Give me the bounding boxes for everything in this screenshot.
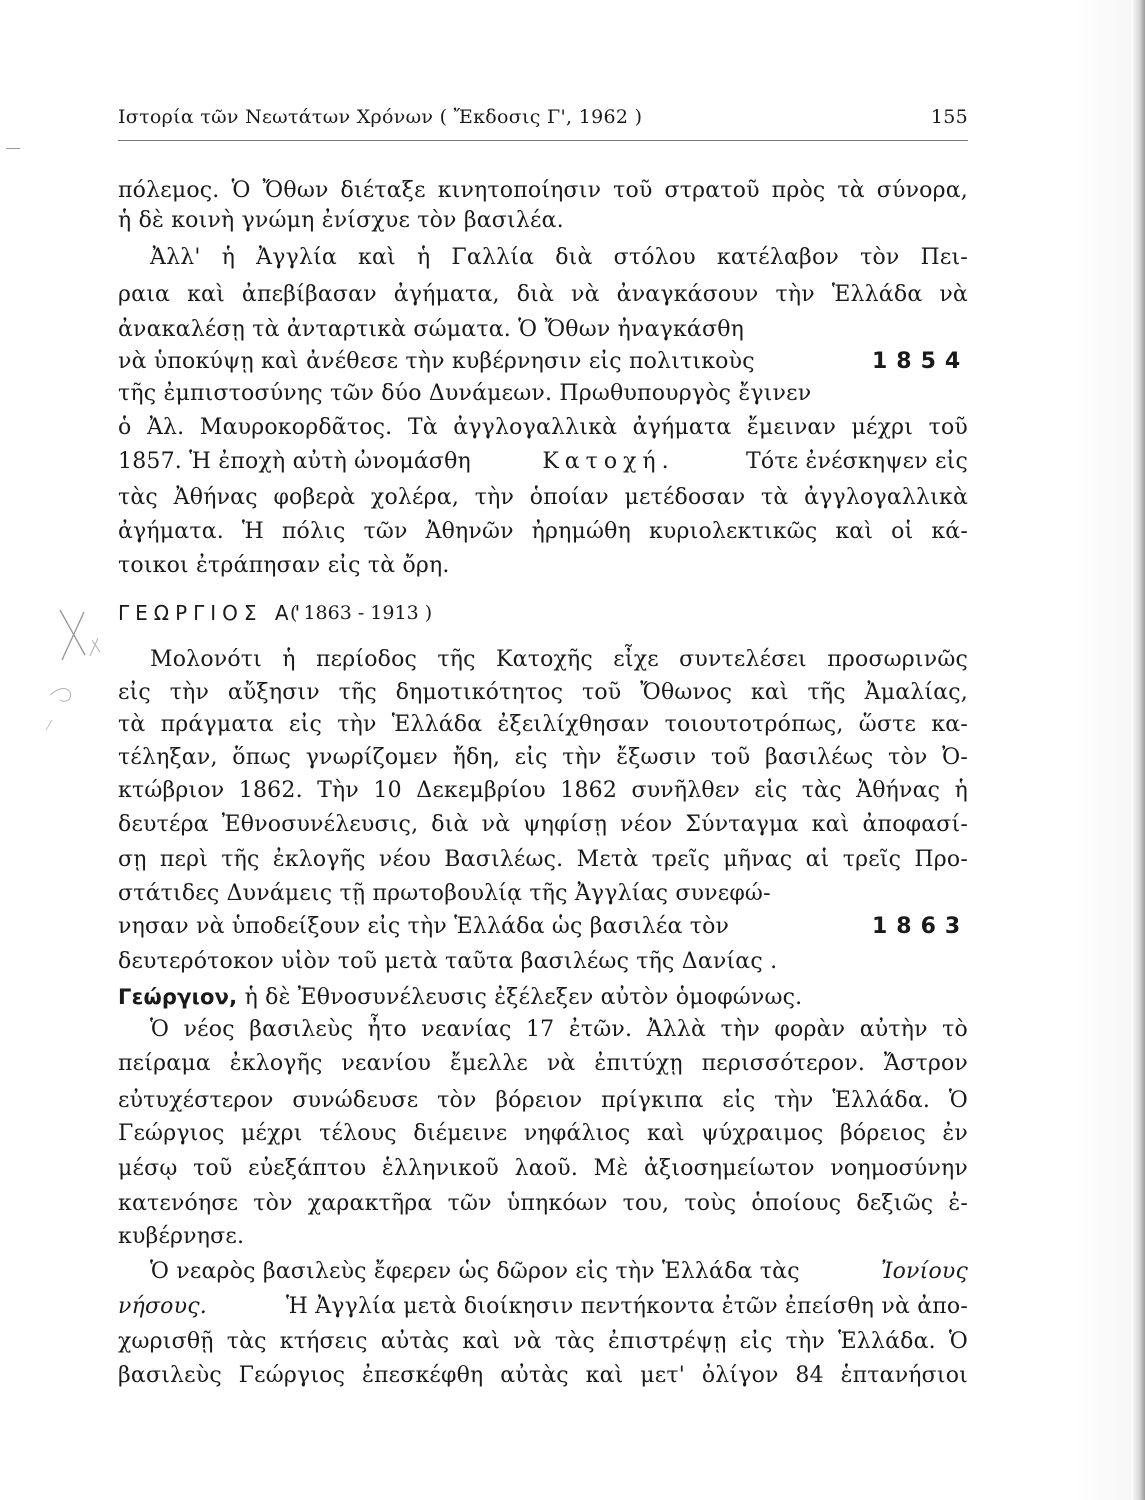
emphasized-term: Ἰονίους xyxy=(880,1259,968,1284)
text-line: ἀνακαλέσῃ τὰ ἀνταρτικὰ σώματα. Ὁ Ὄθων ἠναγκάσθη xyxy=(118,317,745,342)
text-line: Ἀλλ' ἡ Ἀγγλία καὶ ἡ Γαλλία διὰ στόλου κατέλαβον τὸν Πει- xyxy=(150,245,968,270)
text-line: κτώβριον 1862. Τὴν 10 Δεκεμβρίου 1862 συνῆλθεν εἰς τὰς Ἀθήνας ἡ xyxy=(118,778,968,803)
text-line: δευτέρα Ἐθνοσυνέλευσις, διὰ νὰ ψηφίσῃ νέον Σύνταγμα καὶ ἀποφασί- xyxy=(118,812,968,837)
text-line xyxy=(118,982,968,1012)
text-line xyxy=(118,1292,968,1322)
section-heading: ΓΕΩΡΓΙΟΣ Α' xyxy=(118,601,307,625)
text-line: στάτιδες Δυνάμεις τῇ πρωτοβουλίᾳ τῆς Ἀγγλίας συνεφώ- xyxy=(118,881,771,906)
scan-edge xyxy=(1131,0,1145,1500)
text-line: τοικοι ἐτράπησαν εἰς τὰ ὄρη. xyxy=(118,553,450,578)
text-line: εὐτυχέστερον συνώδευσε τὸν βόρειον πρίγκιπα εἰς τὴν Ἑλλάδα. Ὁ xyxy=(118,1088,968,1113)
text-line: σῃ περὶ τῆς ἐκλογῆς νέου Βασιλέως. Μετὰ τρεῖς μῆνας αἱ τρεῖς Προ- xyxy=(118,847,968,872)
text-fragment: Ὁ νεαρὸς βασιλεὺς ἔφερεν ὡς δῶρον εἰς τὴν Ἑλλάδα τὰς xyxy=(150,1259,800,1284)
text-fragment: ἡ δὲ Ἐθνοσυνέλευσις ἐξέλεξεν αὐτὸν ὁμοφώνως. xyxy=(244,985,803,1010)
pencil-annotation xyxy=(40,600,130,750)
header-rule xyxy=(118,140,968,141)
text-line: τὰς Ἀθήνας φοβερὰ χολέρα, τὴν ὁποίαν μετέδοσαν τὰ ἀγγλογαλλικὰ xyxy=(118,485,968,510)
text-line: τῆς ἐμπιστοσύνης τῶν δύο Δυνάμεων. Πρωθυπουργὸς ἔγινεν xyxy=(118,381,812,406)
page-number: 155 xyxy=(930,106,968,128)
text-line: εἰς τὴν αὔξησιν τῆς δημοτικότητος τοῦ Ὄθωνος καὶ τῆς Ἀμαλίας, xyxy=(118,680,968,705)
text-line: ἀγήματα. Ἡ πόλις τῶν Ἀθηνῶν ἠρημώθη κυριολεκτικῶς καὶ οἱ κά- xyxy=(118,519,968,544)
text-line xyxy=(118,447,968,477)
text-line: χωρισθῇ τὰς κτήσεις αὐτὰς καὶ νὰ τὰς ἐπιστρέψῃ εἰς τὴν Ἑλλάδα. Ὁ xyxy=(118,1329,968,1354)
text-line: νὰ ὑποκύψῃ καὶ ἀνέθεσε τὴν κυβέρνησιν εἰς πολιτικοὺς xyxy=(118,349,755,374)
year-marker-1863: 1863 xyxy=(872,914,970,939)
text-line: μέσῳ τοῦ εὐεξάπτου ἑλληνικοῦ λαοῦ. Μὲ ἀξιοσημείωτον νοημοσύνην xyxy=(118,1156,968,1181)
text-line: νησαν νὰ ὑποδείξουν εἰς τὴν Ἑλλάδα ὡς βασιλέα τὸν xyxy=(118,914,730,939)
text-line: τέληξαν, ὅπως γνωρίζομεν ἤδη, εἰς τὴν ἔξωσιν τοῦ βασιλέως τὸν Ὀ- xyxy=(118,745,968,770)
text-line: πόλεμος. Ὁ Ὄθων διέταξε κινητοποίησιν τοῦ στρατοῦ πρὸς τὰ σύνορα, xyxy=(118,178,968,203)
emphasized-term: Κατοχή. xyxy=(542,449,675,474)
text-line: Μολονότι ἡ περίοδος τῆς Κατοχῆς εἶχε συντελέσει προσωρινῶς xyxy=(150,647,968,672)
text-line xyxy=(150,1257,968,1287)
text-line: πείραμα ἐκλογῆς νεανίου ἔμελλε νὰ ἐπιτύχῃ περισσότερον. Ἄστρον xyxy=(118,1051,968,1076)
scan-shadow xyxy=(1071,0,1131,1500)
page-header xyxy=(118,106,968,136)
text-fragment: 1857. Ἡ ἐποχὴ αὐτὴ ὠνομάσθη xyxy=(118,449,471,474)
running-title: Ιστορία τῶν Νεωτάτων Χρόνων ( Ἔκδοσις Γ', 1962 ) xyxy=(118,106,643,128)
text-line: κατενόησε τὸν χαρακτῆρα τῶν ὑπηκόων του, τοὺς ὁποίους δεξιῶς ἐ- xyxy=(118,1191,968,1216)
text-line: Γεώργιος μέχρι τέλους διέμεινε νηφάλιος καὶ ψύχραιμος βόρειος ἐν xyxy=(118,1121,968,1146)
text-fragment: Ἡ Ἀγγλία μετὰ διοίκησιν πεντήκοντα ἐτῶν ἐπείσθη νὰ ἀπο- xyxy=(285,1294,968,1319)
text-line: ὁ Ἀλ. Μαυροκορδᾶτος. Τὰ ἀγγλογαλλικὰ ἀγήματα ἔμειναν μέχρι τοῦ xyxy=(118,415,968,440)
king-name: Γεώργιον, xyxy=(118,985,238,1009)
text-line: Ὁ νέος βασιλεὺς ἦτο νεανίας 17 ἐτῶν. Ἀλλὰ τὴν φορὰν αὐτὴν τὸ xyxy=(150,1017,968,1042)
text-line: κυβέρνησε. xyxy=(118,1224,245,1249)
margin-mark xyxy=(6,148,20,149)
text-line: ραια καὶ ἀπεβίβασαν ἀγήματα, διὰ νὰ ἀναγκάσουν τὴν Ἑλλάδα νὰ xyxy=(118,282,968,307)
section-dates: ( 1863 - 1913 ) xyxy=(290,602,433,624)
text-line: τὰ πράγματα εἰς τὴν Ἑλλάδα ἐξειλίχθησαν τοιουτοτρόπως, ὥστε κα- xyxy=(118,712,968,737)
text-line: δευτερότοκον υἱὸν τοῦ μετὰ ταῦτα βασιλέως τῆς Δανίας . xyxy=(118,949,778,974)
emphasized-term: νήσους. xyxy=(118,1294,207,1319)
text-fragment: Τότε ἐνέσκηψεν εἰς xyxy=(746,449,968,474)
year-marker-1854: 1854 xyxy=(872,349,970,374)
text-line: βασιλεὺς Γεώργιος ἐπεσκέφθη αὐτὰς καὶ μετ' ὀλίγον 84 ἑπτανήσιοι xyxy=(118,1363,968,1388)
text-line: ἡ δὲ κοινὴ γνώμη ἐνίσχυε τὸν βασιλέα. xyxy=(118,208,564,233)
